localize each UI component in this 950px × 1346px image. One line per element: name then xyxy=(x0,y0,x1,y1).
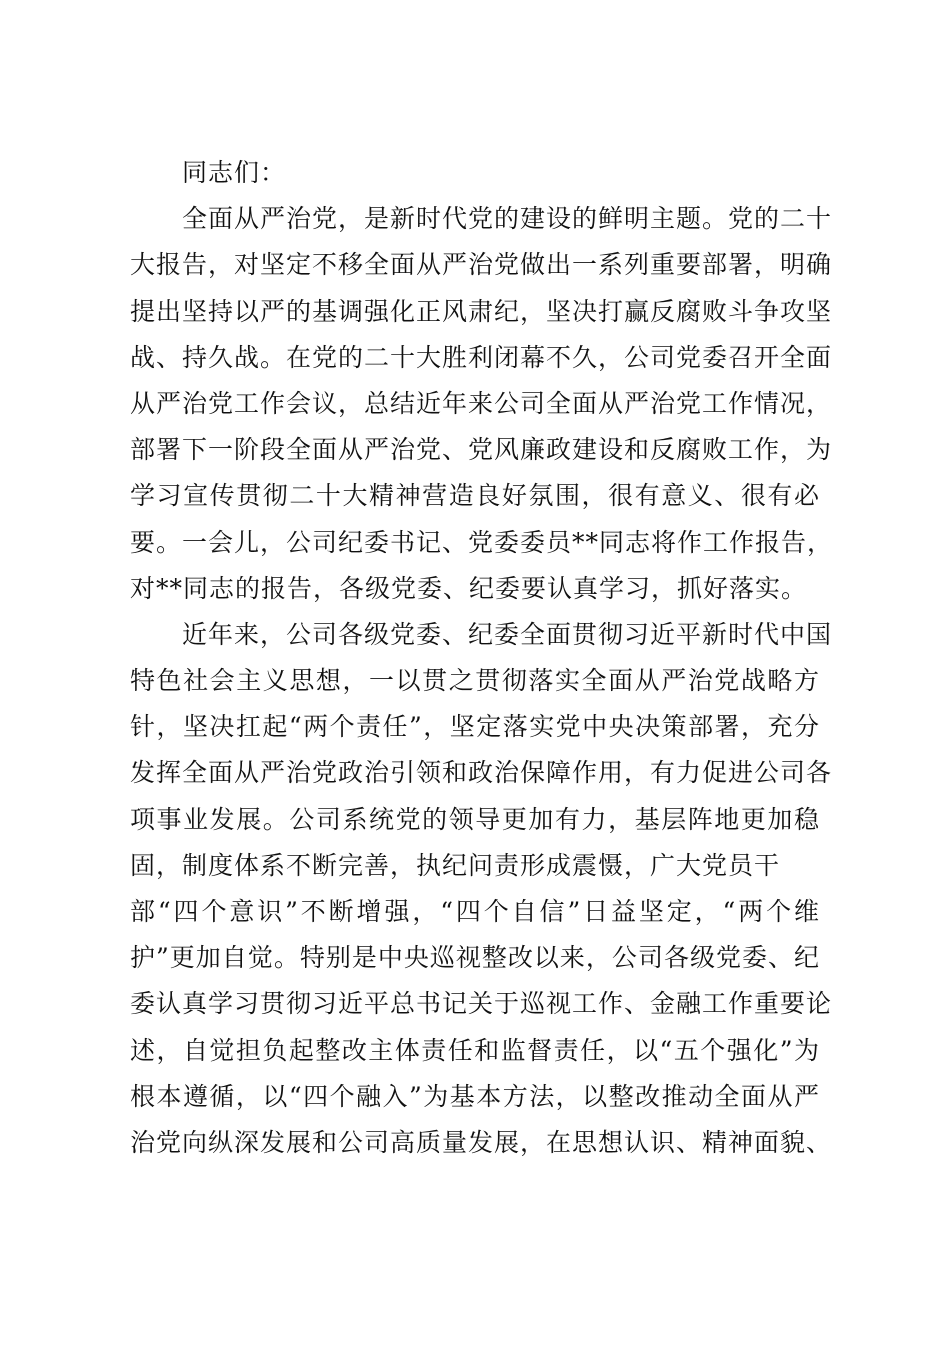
paragraph-line: 发挥全面从严治党政治引领和政治保障作用，有力促进公司各 xyxy=(130,758,833,788)
paragraph-line: 近年来，公司各级党委、纪委全面贯彻习近平新时代中国 xyxy=(182,619,833,649)
paragraph-line: 委认真学习贯彻习近平总书记关于巡视工作、金融工作重要论 xyxy=(130,989,833,1019)
paragraph-line: 护”更加自觉。特别是中央巡视整改以来，公司各级党委、纪 xyxy=(130,943,820,973)
document-body xyxy=(130,150,834,1166)
paragraph-line: 全面从严治党，是新时代党的建设的鲜明主题。党的二十 xyxy=(182,204,833,234)
paragraph-line: 对**同志的报告，各级党委、纪委要认真学习，抓好落实。 xyxy=(130,573,808,603)
paragraph-line: 学习宣传贯彻二十大精神营造良好氛围，很有意义、很有必 xyxy=(130,481,820,511)
paragraph-line: 从严治党工作会议，总结近年来公司全面从严治党工作情况， xyxy=(130,388,833,418)
paragraph-line: 针，坚决扛起“两个责任”，坚定落实党中央决策部署，充分 xyxy=(130,712,820,742)
paragraph-line: 根本遵循，以“四个融入”为基本方法，以整改推动全面从严 xyxy=(130,1081,820,1111)
paragraph-line: 固，制度体系不断完善，执纪问责形成震慑，广大党员干 xyxy=(130,850,781,880)
paragraph-line: 战、持久战。在党的二十大胜利闭幕不久，公司党委召开全面 xyxy=(130,342,833,372)
paragraph-line: 提出坚持以严的基调强化正风肃纪，坚决打赢反腐败斗争攻坚 xyxy=(130,296,833,326)
paragraph-line: 大报告，对坚定不移全面从严治党做出一系列重要部署，明确 xyxy=(130,250,833,280)
paragraph-line: 要。一会儿，公司纪委书记、党委委员**同志将作工作报告， xyxy=(130,527,834,557)
paragraph-line: 项事业发展。公司系统党的领导更加有力，基层阵地更加稳 xyxy=(130,804,820,834)
paragraph-line: 部“四个意识”不断增强，“四个自信”日益坚定，“两个维 xyxy=(130,897,820,926)
paragraph-line: 治党向纵深发展和公司高质量发展，在思想认识、精神面貌、 xyxy=(130,1127,833,1157)
paragraph-line: 特色社会主义思想，一以贯之贯彻落实全面从严治党战略方 xyxy=(130,666,820,696)
salutation: 同志们： xyxy=(182,158,287,187)
paragraph-line: 述，自觉担负起整改主体责任和监督责任，以“五个强化”为 xyxy=(130,1035,820,1065)
paragraph-line: 部署下一阶段全面从严治党、党风廉政建设和反腐败工作，为 xyxy=(130,435,833,465)
